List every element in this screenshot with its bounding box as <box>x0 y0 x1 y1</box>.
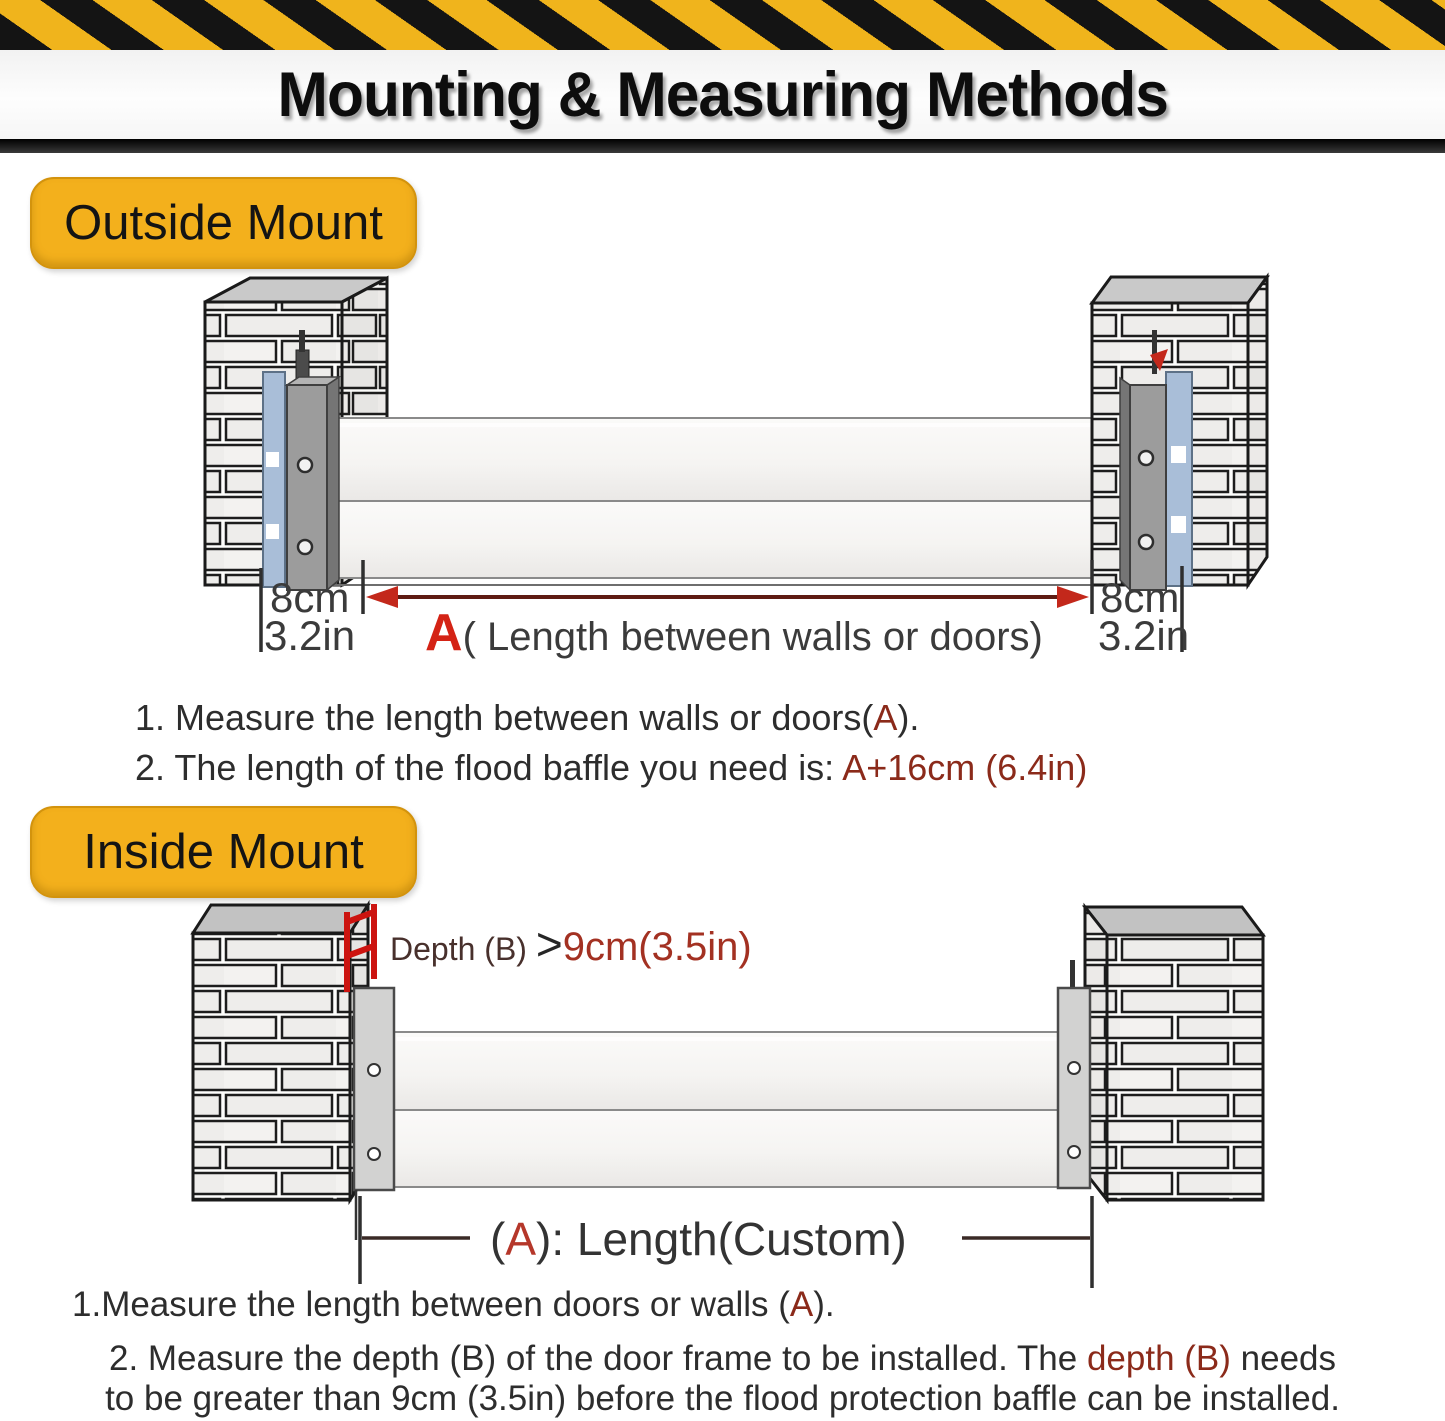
outside-mount-badge-label: Outside Mount <box>64 196 383 250</box>
outside-step-2: 2. The length of the flood baffle you need is: A+16cm (6.4in) <box>135 747 1088 788</box>
inside-measurement <box>360 1196 1092 1288</box>
inside-mount-badge-label: Inside Mount <box>83 825 364 879</box>
inside-mount-steps <box>0 1285 1445 1419</box>
outside-flood-barrier-boards <box>328 418 1134 585</box>
span-label: A( Length between walls or doors) <box>425 604 1043 662</box>
inside-mount-badge <box>30 806 417 898</box>
inside-right-rail <box>1058 960 1090 1188</box>
right-offset-cm: 8cm <box>1100 574 1180 621</box>
left-offset-cm: 8cm <box>270 574 350 621</box>
inside-left-pillar <box>193 905 368 1200</box>
header-divider <box>0 139 1445 153</box>
inside-flood-barrier-boards <box>394 1032 1060 1187</box>
outside-mount-steps <box>135 693 1087 793</box>
outside-step-1: 1. Measure the length between walls or doors(A). <box>135 697 920 738</box>
hazard-tape-band <box>0 0 1445 50</box>
outside-mount-diagram <box>0 270 1445 670</box>
inside-step-1: 1.Measure the length between doors or walls (A). <box>72 1285 835 1324</box>
right-offset-in: 3.2in <box>1098 612 1190 659</box>
length-label: (A): Length(Custom) <box>490 1213 907 1265</box>
left-offset-in: 3.2in <box>264 612 356 659</box>
outside-mount-badge <box>30 177 417 269</box>
page-title: Mounting & Measuring Methods <box>277 59 1168 130</box>
outside-right-gray-rail <box>1120 378 1166 590</box>
inside-step-2: 2. Measure the depth (B) of the door frame to be installed. The depth (B) needs to be greater than 9cm (3.5in) before the flood protection baffle can be installed. <box>105 1339 1340 1418</box>
title-band <box>0 50 1445 139</box>
inside-mount-diagram <box>0 895 1445 1290</box>
depth-label: Depth (B) >9cm(3.5in) <box>390 918 752 970</box>
outside-left-blue-channel <box>263 372 285 587</box>
span-arrow <box>366 586 1089 608</box>
inside-right-pillar <box>1085 907 1263 1200</box>
